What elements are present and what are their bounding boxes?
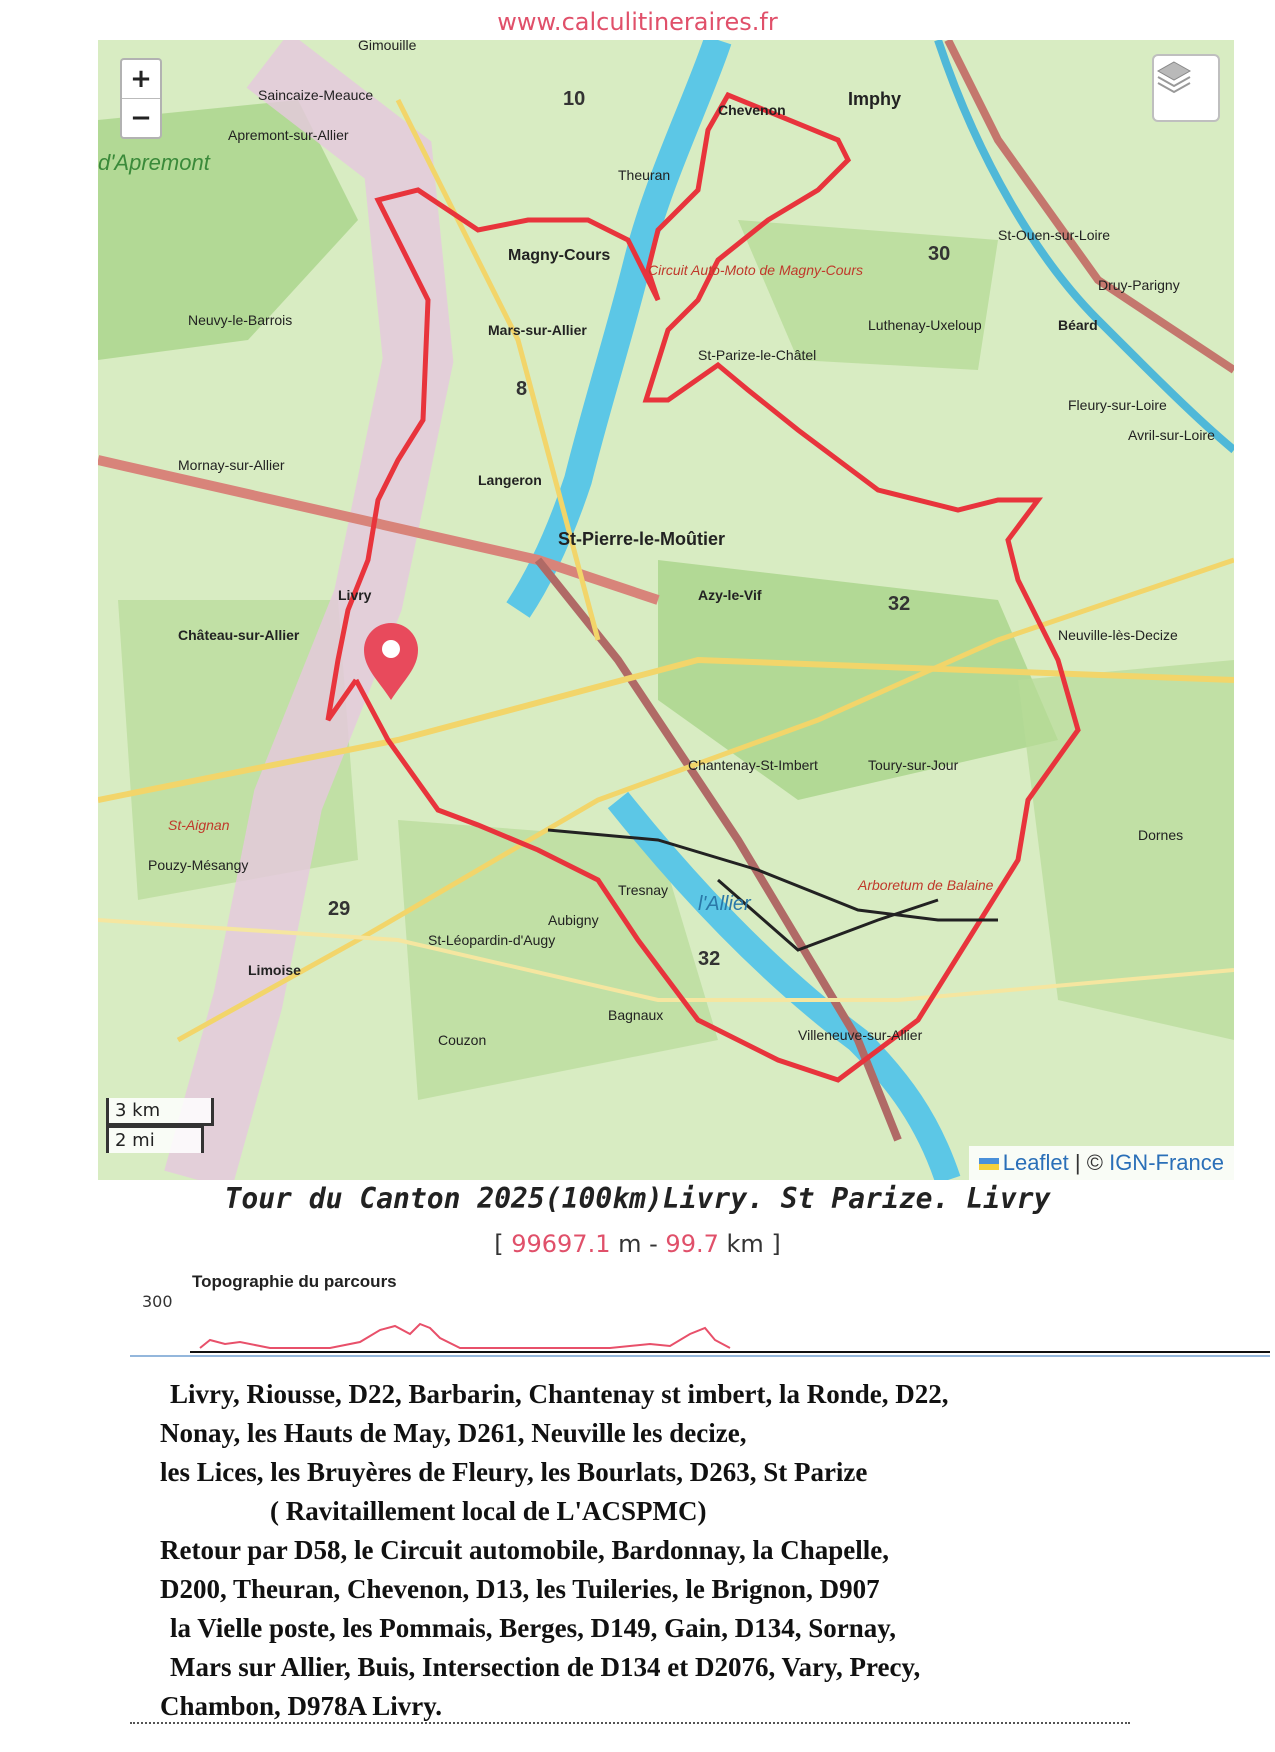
place-gimouille: Gimouille <box>358 40 417 53</box>
place-neuville: Neuville-lès-Decize <box>1058 627 1178 643</box>
profile-chart <box>130 1268 1270 1358</box>
elevation-profile <box>130 1268 1270 1358</box>
place-toury: Toury-sur-Jour <box>868 757 959 773</box>
place-chateau: Château-sur-Allier <box>178 627 300 643</box>
desc-line-1: Livry, Riousse, D22, Barbarin, Chantenay st imbert, la Ronde, D22, <box>170 1379 949 1409</box>
road-badge-32b: 32 <box>698 948 721 970</box>
place-theuran: Theuran <box>618 167 671 183</box>
place-apremont-forest: d'Apremont <box>98 150 210 175</box>
place-st-leopardin: St-Léopardin-d'Augy <box>428 932 556 948</box>
scale-mi: 2 mi <box>106 1125 204 1153</box>
site-url: www.calculitineraires.fr <box>497 8 778 36</box>
profile-title: Topographie du parcours <box>192 1272 397 1291</box>
place-tresnay: Tresnay <box>618 882 669 898</box>
profile-line <box>200 1324 730 1348</box>
bottom-divider <box>130 1722 1130 1724</box>
desc-line-3: les Lices, les Bruyères de Fleury, les Bourlats, D263, St Parize <box>160 1457 868 1487</box>
place-chantenay: Chantenay-St-Imbert <box>688 757 818 773</box>
distance-open: [ <box>494 1230 504 1258</box>
place-limoise: Limoise <box>248 962 301 978</box>
place-avril: Avril-sur-Loire <box>1128 427 1215 443</box>
map-canvas[interactable] <box>98 40 1234 1180</box>
place-fleury: Fleury-sur-Loire <box>1068 397 1167 413</box>
place-neuvy: Neuvy-le-Barrois <box>188 312 293 328</box>
desc-line-5: Retour par D58, le Circuit automobile, Bardonnay, la Chapelle, <box>160 1535 890 1565</box>
place-langeron: Langeron <box>478 472 542 488</box>
layers-icon <box>1154 56 1194 96</box>
place-villeneuve: Villeneuve-sur-Allier <box>798 1027 923 1043</box>
place-circuit: Circuit Auto-Moto de Magny-Cours <box>648 262 864 278</box>
place-magny-cours: Magny-Cours <box>508 247 611 264</box>
map-attribution <box>969 1146 1234 1180</box>
road-badge-8: 8 <box>516 378 528 400</box>
road-badge-29: 29 <box>328 898 351 920</box>
place-mornay: Mornay-sur-Allier <box>178 457 285 473</box>
distance-km: 99.7 <box>665 1230 719 1258</box>
distance-meters: 99697.1 <box>511 1230 611 1258</box>
river-allier-label: l'Allier <box>698 893 751 915</box>
place-imphy: Imphy <box>848 89 902 109</box>
layers-button[interactable] <box>1152 54 1220 122</box>
place-druy: Druy-Parigny <box>1098 277 1180 293</box>
distance-meters-unit: m - <box>618 1230 658 1258</box>
scale-bar <box>106 1098 276 1153</box>
route-description <box>160 1375 1240 1726</box>
place-saincaize: Saincaize-Meauce <box>258 87 374 103</box>
desc-line-7: la Vielle poste, les Pommais, Berges, D149, Gain, D134, Sornay, <box>170 1613 896 1643</box>
distance-close: ] <box>771 1230 781 1258</box>
place-apremont: Apremont-sur-Allier <box>228 127 349 143</box>
place-pouzy: Pouzy-Mésangy <box>148 857 249 873</box>
place-beard: Béard <box>1058 317 1098 333</box>
route-title: Tour du Canton 2025(100km)Livry. St Parize. Livry <box>224 1182 1051 1215</box>
zoom-out-button[interactable]: − <box>122 98 160 137</box>
place-bagnaux: Bagnaux <box>608 1007 664 1023</box>
place-aubigny: Aubigny <box>548 912 599 928</box>
zoom-in-button[interactable]: + <box>130 64 152 94</box>
road-badge-10: 10 <box>563 88 586 110</box>
route-distance <box>0 1230 1275 1258</box>
place-st-aignan: St-Aignan <box>168 817 230 833</box>
desc-line-6: D200, Theuran, Chevenon, D13, les Tuileries, le Brignon, D907 <box>160 1574 880 1604</box>
scale-km: 3 km <box>106 1098 214 1126</box>
place-st-ouen: St-Ouen-sur-Loire <box>998 227 1111 243</box>
place-livry: Livry <box>338 587 372 603</box>
place-lutheney: Luthenay-Uxeloup <box>868 317 982 333</box>
ign-link[interactable]: IGN-France <box>1109 1150 1224 1175</box>
desc-line-9: Chambon, D978A Livry. <box>160 1691 443 1721</box>
map-view[interactable] <box>98 40 1234 1180</box>
place-chevenon: Chevenon <box>718 102 786 118</box>
desc-line-4: ( Ravitaillement local de L'ACSPMC) <box>270 1496 707 1526</box>
profile-y-max: 300 <box>142 1292 173 1311</box>
place-couzon: Couzon <box>438 1032 487 1048</box>
attribution-separator: | © <box>1074 1150 1103 1175</box>
place-azy: Azy-le-Vif <box>698 587 762 603</box>
road-badge-30: 30 <box>928 243 951 265</box>
place-st-pierre: St-Pierre-le-Moûtier <box>558 529 726 549</box>
place-mars: Mars-sur-Allier <box>488 322 587 338</box>
zoom-control <box>120 58 162 139</box>
road-badge-32: 32 <box>888 593 911 615</box>
desc-line-8: Mars sur Allier, Buis, Intersection de D134 et D2076, Vary, Precy, <box>170 1652 921 1682</box>
place-st-parize: St-Parize-le-Châtel <box>698 347 817 363</box>
leaflet-link[interactable]: Leaflet <box>1002 1150 1069 1175</box>
place-arboretum: Arboretum de Balaine <box>858 877 994 893</box>
distance-km-unit: km <box>726 1230 764 1258</box>
desc-line-2: Nonay, les Hauts de May, D261, Neuville les decize, <box>160 1418 747 1448</box>
place-dornes: Dornes <box>1138 827 1184 843</box>
leaflet-flag-icon <box>979 1158 999 1170</box>
